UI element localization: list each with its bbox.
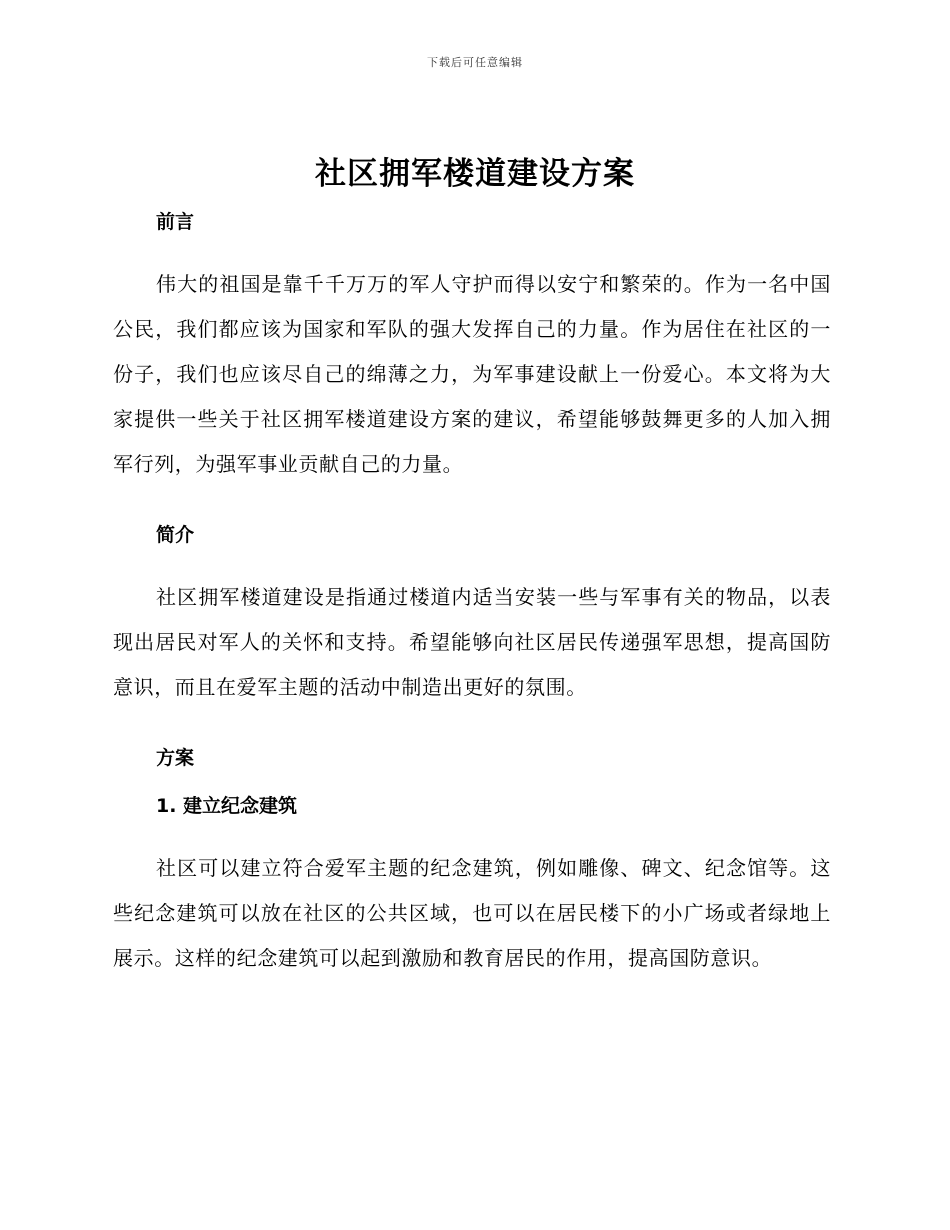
section-heading-intro: 简介 <box>156 524 195 546</box>
section-heading-preface: 前言 <box>156 211 195 233</box>
document-body <box>113 200 831 981</box>
header-note: 下载后可任意编辑 <box>427 56 523 69</box>
section-paragraph-preface: 伟大的祖国是靠千千万万的军人守护而得以安宁和繁荣的。作为一名中国公民，我们都应该为国家和军队的强大发挥自己的力量。作为居住在社区的一份子，我们也应该尽自己的绵薄之力，为军事建设献上一份爱心。本文将为大家提供一些关于社区拥军楼道建设方案的建议，希望能够鼓舞更多的人加入拥军行列，为强军事业贡献自己的力量。 <box>113 272 831 476</box>
subsection-paragraph-memorial: 社区可以建立符合爱军主题的纪念建筑，例如雕像、碑文、纪念馆等。这些纪念建筑可以放在社区的公共区域，也可以在居民楼下的小广场或者绿地上展示。这样的纪念建筑可以起到激励和教育居民的作用，提高国防意识。 <box>113 856 831 970</box>
subsection-heading-memorial: 1. 建立纪念建筑 <box>156 795 298 817</box>
document-title: 社区拥军楼道建设方案 <box>315 156 635 192</box>
section-paragraph-intro: 社区拥军楼道建设是指通过楼道内适当安装一些与军事有关的物品，以表现出居民对军人的关怀和支持。希望能够向社区居民传递强军思想，提高国防意识，而且在爱军主题的活动中制造出更好的氛围。 <box>113 585 831 699</box>
section-heading-plan: 方案 <box>156 747 195 769</box>
